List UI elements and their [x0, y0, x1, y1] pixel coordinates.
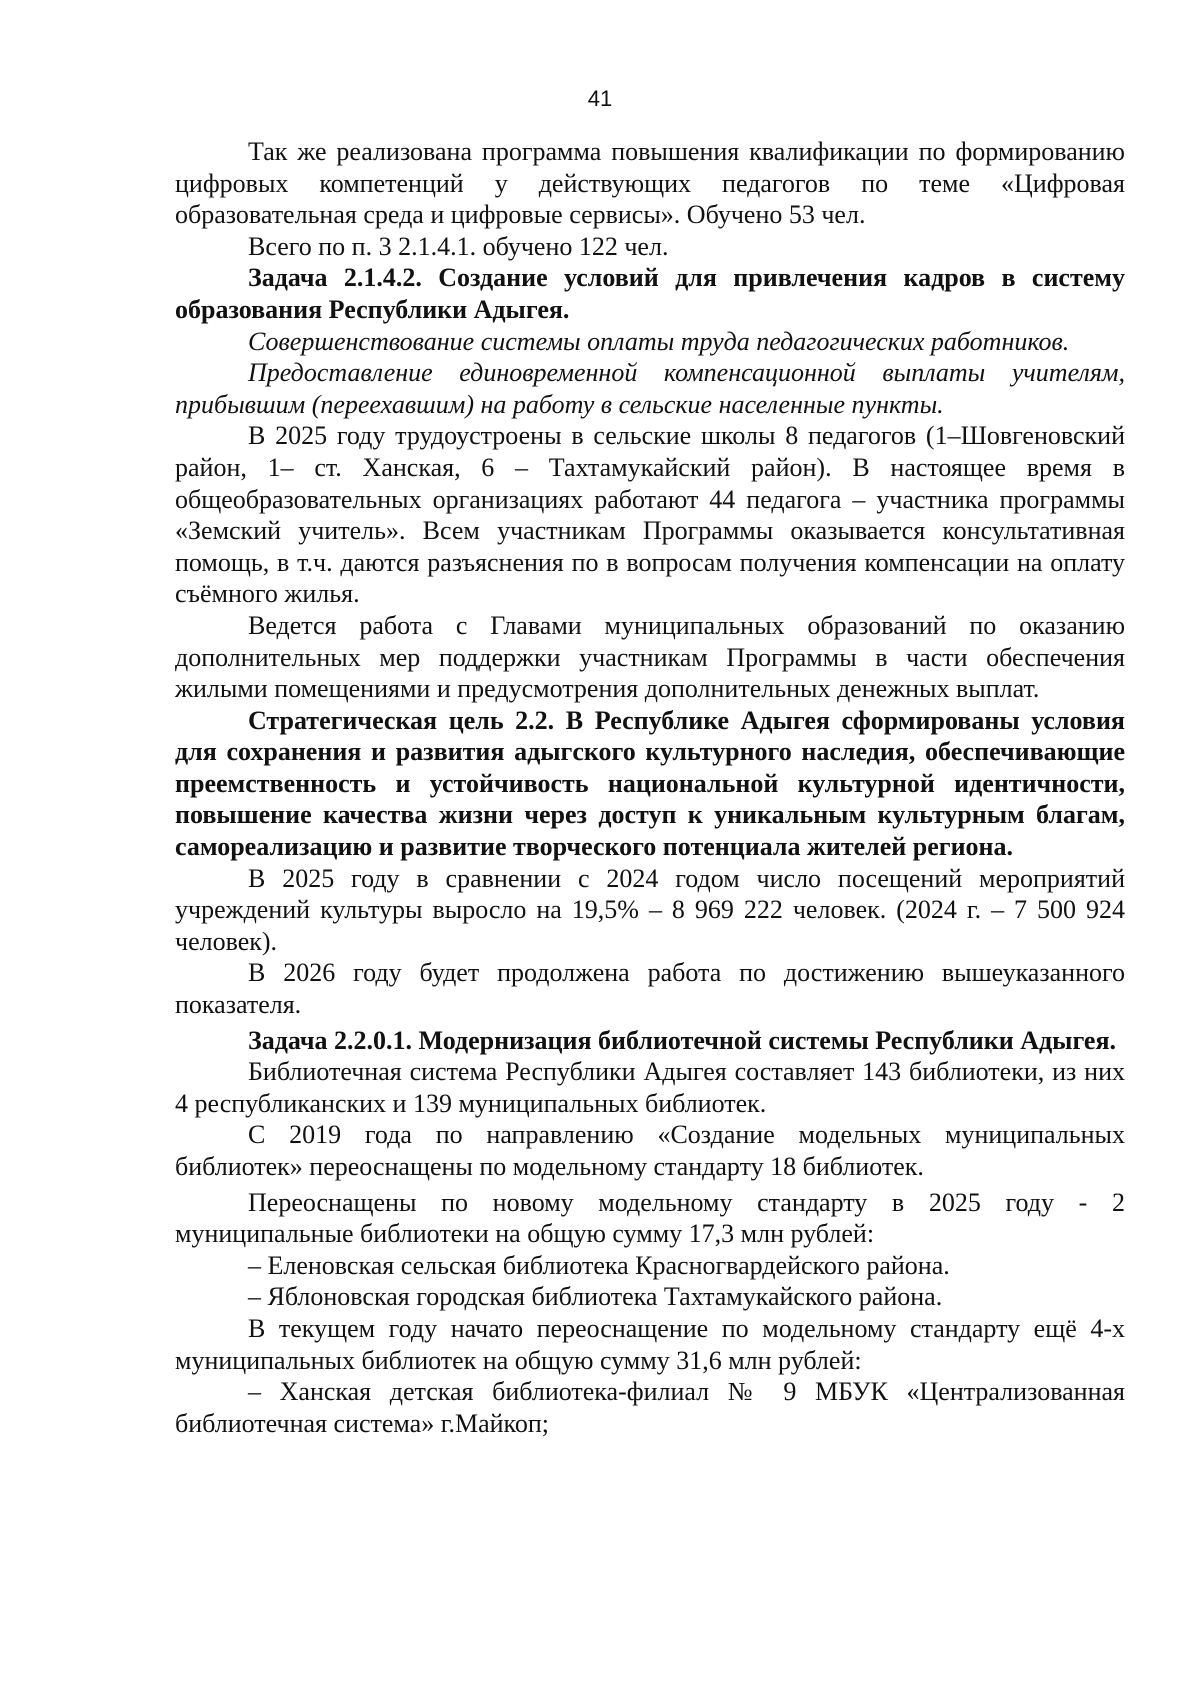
paragraph: В 2025 году в сравнении с 2024 годом число посещений мероприятий учреждений культуры выросло на 19,5% – 8 969 222 человек. (2024 г. – 7 500 924 человек). [175, 863, 1125, 956]
page-number: 41 [587, 86, 613, 111]
list-item: – Яблоновская городская библиотека Тахтамукайского района. [248, 1282, 943, 1312]
strategic-goal-heading: Стратегическая цель 2.2. В Республике Адыгея сформированы условия для сохранения и развития адыгского культурного наследия, обеспечивающие преемственность и устойчивость национальной культурной идентичности, повышение качества жизни через доступ к уникальным культурным благам, самореализацию и развитие творческого потенциала жителей региона. [175, 705, 1125, 862]
paragraph: Всего по п. 3 2.1.4.1. обучено 122 чел. [248, 231, 669, 261]
list-item: – Ханская детская библиотека-филиал № 9 МБУК «Централизованная библиотечная система» г.Майкоп; [175, 1377, 1125, 1438]
paragraph: В текущем году начато переоснащение по модельному стандарту ещё 4-х муниципальных библиотек на общую сумму 31,6 млн рублей: [175, 1313, 1125, 1375]
italic-subheading: Предоставление единовременной компенсационной выплаты учителям, прибывшим (переехавшим) на работу в сельские населенные пункты. [175, 358, 1125, 419]
paragraph: Библиотечная система Республики Адыгея составляет 143 библиотеки, из них 4 республиканских и 139 муниципальных библиотек. [175, 1057, 1125, 1118]
list-item: – Еленовская сельская библиотека Красногвардейского района. [248, 1250, 950, 1280]
paragraph: С 2019 года по направлению «Создание модельных муниципальных библиотек» переоснащены по модельному стандарту 18 библиотек. [175, 1120, 1125, 1181]
paragraph: В 2025 году трудоустроены в сельские школы 8 педагогов (1–Шовгеновский район, 1– ст. Ханская, 6 – Тахтамукайский район). В настоящее время в общеобразовательных организациях работают 44 педагога – участника программы «Земский учитель». Всем участникам Программы оказывается консультативная помощь, в т.ч. даются разъяснения по в вопросам получения компенсации на оплату съёмного жилья. [175, 421, 1125, 609]
document-body [175, 136, 1125, 1439]
paragraph: Так же реализована программа повышения квалификации по формированию цифровых компетенций у действующих педагогов по теме «Цифровая образовательная среда и цифровые сервисы». Обучено 53 чел. [175, 137, 1125, 230]
paragraph: В 2026 году будет продолжена работа по достижению вышеуказанного показателя. [175, 958, 1125, 1020]
italic-subheading: Совершенствование системы оплаты труда педагогических работников. [248, 326, 1070, 356]
task-heading: Задача 2.1.4.2. Создание условий для привлечения кадров в систему образования Республики Адыгея. [175, 263, 1125, 324]
paragraph: Переоснащены по новому модельному стандарту в 2025 году - 2 муниципальные библиотеки на общую сумму 17,3 млн рублей: [175, 1187, 1125, 1249]
task-heading: Задача 2.2.0.1. Модернизация библиотечной системы Республики Адыгея. [248, 1025, 1117, 1055]
paragraph: Ведется работа с Главами муниципальных образований по оказанию дополнительных мер поддержки участникам Программы в части обеспечения жилыми помещениями и предусмотрения дополнительных денежных выплат. [175, 610, 1125, 704]
